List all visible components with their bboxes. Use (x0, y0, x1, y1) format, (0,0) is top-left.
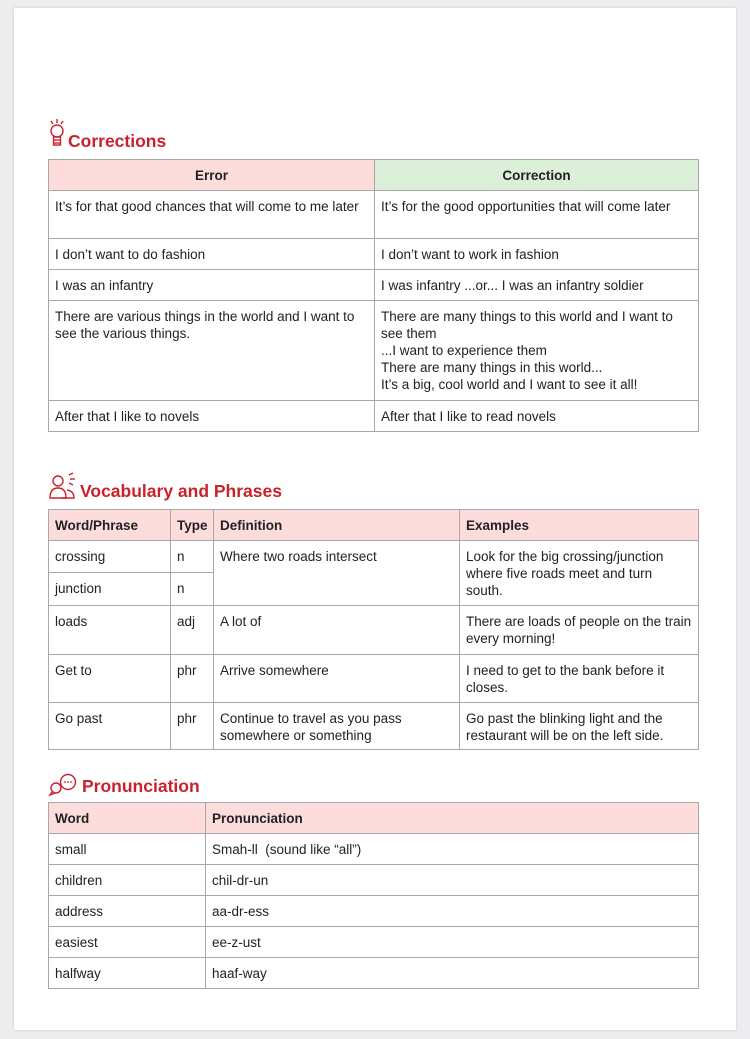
word-cell: halfway (49, 958, 206, 989)
table-row (49, 270, 699, 301)
correction-line: It’s a big, cool world and I want to see it all! (381, 377, 638, 392)
error-cell: I was an infantry (49, 270, 375, 301)
examples-header: Examples (460, 510, 699, 541)
type-cell: n (171, 541, 214, 573)
table-row (49, 927, 699, 958)
correction-cell (375, 239, 699, 270)
table-row (49, 655, 699, 703)
word-cell: crossing (49, 541, 171, 573)
corrections-table (48, 159, 699, 432)
correction-header: Correction (375, 160, 699, 191)
type-header: Type (171, 510, 214, 541)
table-row (49, 703, 699, 750)
table-row (49, 541, 699, 573)
correction-line: There are many things in this world... (381, 360, 603, 375)
table-row (49, 301, 699, 401)
definition-cell: A lot of (214, 606, 460, 655)
correction-line: I was infantry ...or... I was an infantry soldier (381, 278, 644, 293)
lightbulb-icon (48, 118, 66, 152)
word-cell: small (49, 834, 206, 865)
example-cell: Go past the blinking light and the restaurant will be on the left side. (460, 703, 699, 750)
word-header: Word (49, 803, 206, 834)
correction-line: ...I want to experience them (381, 343, 547, 358)
word-cell: Go past (49, 703, 171, 750)
error-cell: There are various things in the world and I want to see the various things. (49, 301, 375, 401)
table-row (49, 958, 699, 989)
type-cell: n (171, 573, 214, 606)
pronunciation-cell: aa-dr-ess (206, 896, 699, 927)
type-cell: adj (171, 606, 214, 655)
word-cell: loads (49, 606, 171, 655)
word-cell: Get to (49, 655, 171, 703)
correction-cell (375, 270, 699, 301)
speech-bubbles-icon (48, 773, 80, 797)
definition-header: Definition (214, 510, 460, 541)
people-icon (48, 472, 78, 502)
type-cell: phr (171, 703, 214, 750)
pronunciation-table (48, 802, 699, 989)
definition-cell: Where two roads intersect (214, 541, 460, 606)
corrections-title: Corrections (68, 131, 167, 151)
table-row (49, 401, 699, 432)
word-cell: address (49, 896, 206, 927)
word-cell: children (49, 865, 206, 896)
correction-cell (375, 301, 699, 401)
pronunciation-heading (48, 773, 200, 797)
definition-cell: Continue to travel as you pass somewhere or something (214, 703, 460, 750)
pronunciation-header: Pronunciation (206, 803, 699, 834)
correction-line: There are many things to this world and I want to see them (381, 309, 673, 341)
error-header: Error (49, 160, 375, 191)
word-cell: junction (49, 573, 171, 606)
table-row (49, 191, 699, 239)
correction-cell (375, 401, 699, 432)
error-cell: After that I like to novels (49, 401, 375, 432)
pronunciation-cell: Smah-ll (sound like “all”) (206, 834, 699, 865)
table-row (49, 865, 699, 896)
type-cell: phr (171, 655, 214, 703)
example-cell: I need to get to the bank before it closes. (460, 655, 699, 703)
definition-cell: Arrive somewhere (214, 655, 460, 703)
error-cell: I don’t want to do fashion (49, 239, 375, 270)
correction-line: I don’t want to work in fashion (381, 247, 559, 262)
correction-cell (375, 191, 699, 239)
vocabulary-table (48, 509, 699, 750)
pronunciation-title: Pronunciation (82, 776, 200, 796)
vocabulary-heading (48, 472, 282, 502)
corrections-heading (48, 118, 166, 152)
table-row (49, 896, 699, 927)
pronunciation-cell: chil-dr-un (206, 865, 699, 896)
table-row (49, 239, 699, 270)
error-cell: It’s for that good chances that will come to me later (49, 191, 375, 239)
correction-line: It’s for the good opportunities that will come later (381, 199, 671, 214)
pronunciation-cell: ee-z-ust (206, 927, 699, 958)
word-cell: easiest (49, 927, 206, 958)
table-row (49, 834, 699, 865)
correction-line: After that I like to read novels (381, 409, 556, 424)
example-cell: Look for the big crossing/junction where five roads meet and turn south. (460, 541, 699, 606)
pronunciation-cell: haaf-way (206, 958, 699, 989)
example-cell: There are loads of people on the train every morning! (460, 606, 699, 655)
vocabulary-title: Vocabulary and Phrases (80, 481, 282, 501)
table-row (49, 606, 699, 655)
word-header: Word/Phrase (49, 510, 171, 541)
